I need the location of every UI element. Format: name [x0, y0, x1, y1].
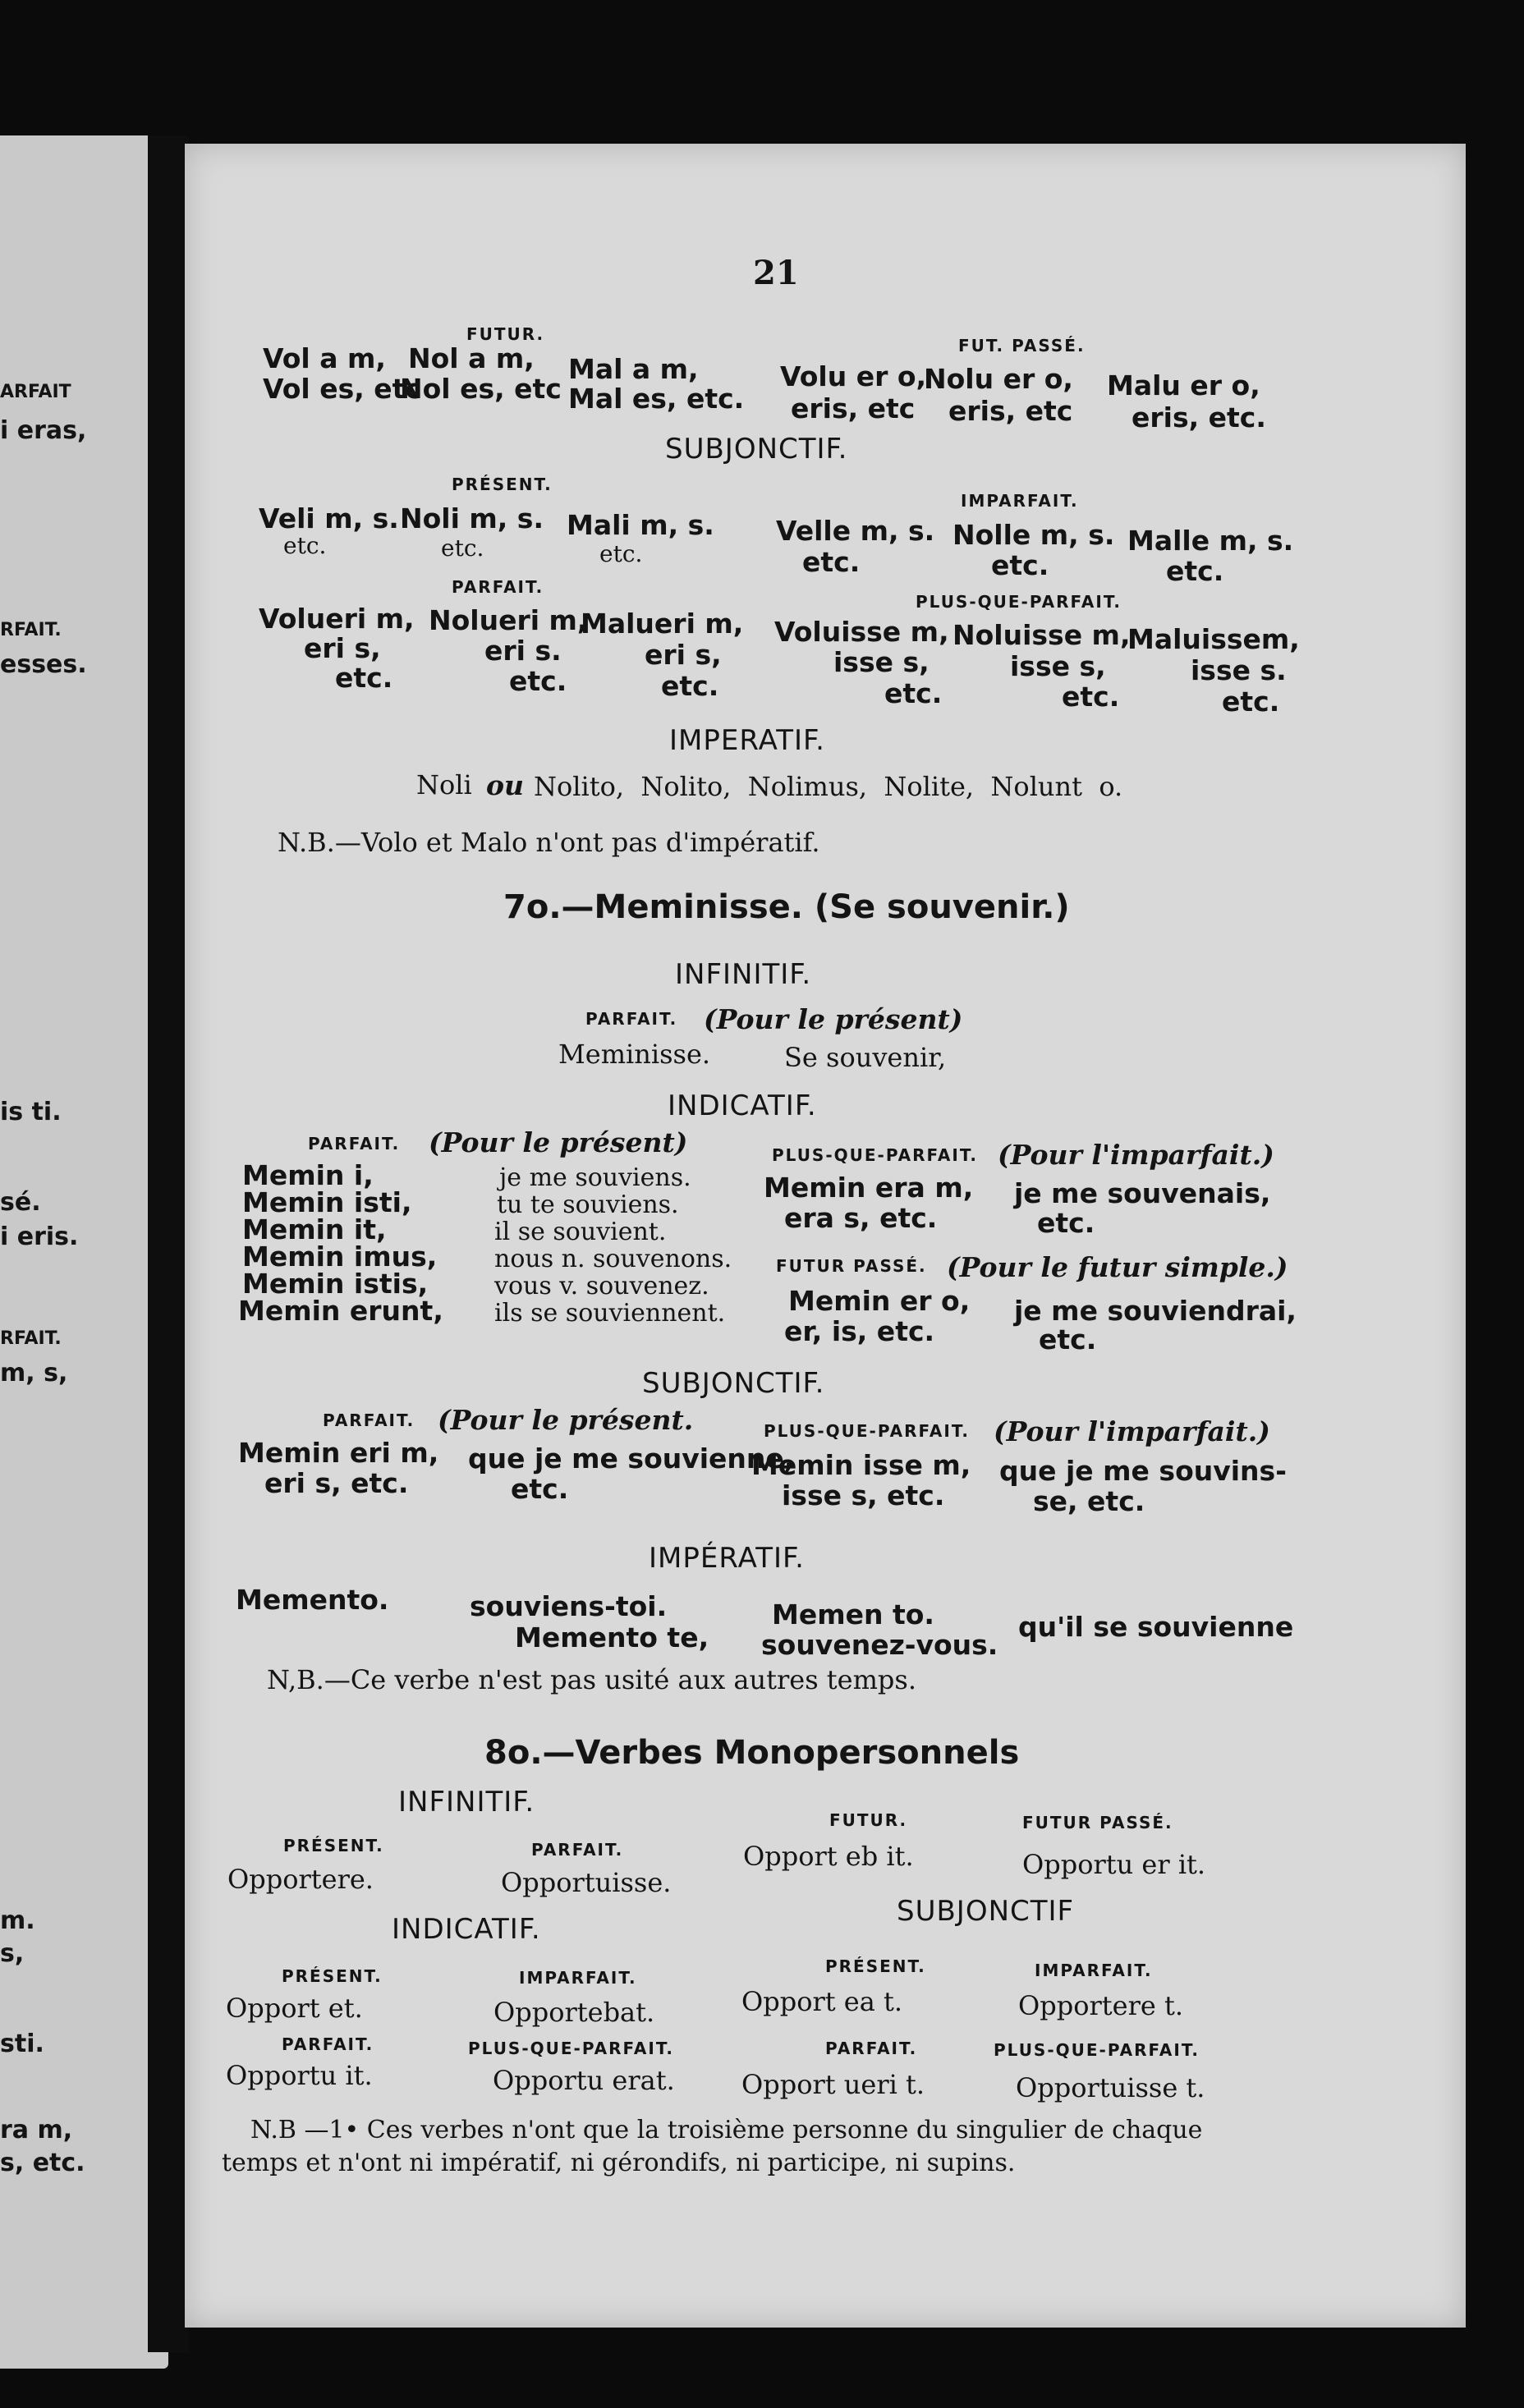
s7-ind-pqp-fr-1: je me souvenais,: [1014, 1177, 1271, 1209]
left-page-text: i eras,: [0, 416, 87, 445]
pqp-vol-2: isse s,: [833, 646, 930, 678]
parfait-mal-2: eri s,: [645, 639, 722, 671]
s7-ind-latin-1: Memin i,: [242, 1159, 374, 1191]
imperatif-forms: Nolito, Nolito, Nolimus, Nolite, Nolunt o.: [534, 771, 1123, 802]
s7-ind-pqp-latin-1: Memin era m,: [764, 1172, 974, 1204]
s7-subj-pqp-latin-2: isse s, etc.: [782, 1479, 945, 1511]
s8-subj-pqp-label: PLUS-QUE-PARFAIT.: [994, 2040, 1200, 2060]
s7-ind-fp-label: FUTUR PASSÉ.: [776, 1256, 927, 1276]
parfait-mal-3: etc.: [661, 670, 719, 702]
s7-nb: N,B.—Ce verbe n'est pas usité aux autres temps.: [267, 1664, 916, 1695]
book-gutter: [148, 135, 189, 2352]
s8-subj-pqp-value: Opportuisse t.: [1016, 2072, 1205, 2103]
s8-nb-line-2: temps et n'ont ni impératif, ni gérondifs, ni participe, ni supins.: [222, 2149, 1016, 2177]
left-page-text: sé.: [0, 1188, 41, 1217]
present-mal-2: etc.: [599, 540, 643, 567]
present-mal-1: Mali m, s.: [567, 509, 714, 541]
pqp-mal-3: etc.: [1222, 686, 1280, 718]
left-page-text: is ti.: [0, 1098, 62, 1126]
s8-inf-futur-label: FUTUR.: [829, 1810, 908, 1830]
s7-subjonctif-heading: SUBJONCTIF.: [642, 1367, 825, 1400]
present-vel-1: Veli m, s.: [259, 502, 399, 534]
fut-passe-vol-1: Volu er o,: [780, 360, 927, 392]
left-page-text: i eris.: [0, 1222, 79, 1251]
present-label: PRÉSENT.: [452, 475, 553, 494]
s8-subj-present-value: Opport ea t.: [741, 1986, 903, 2017]
section-8-heading: 8o.—Verbes Monopersonnels: [484, 1734, 1020, 1772]
s8-ind-present-label: PRÉSENT.: [282, 1966, 383, 1986]
fut-passe-mal-1: Malu er o,: [1107, 369, 1260, 401]
pqp-nol-1: Noluisse m,: [952, 619, 1131, 651]
left-page-text: RFAIT.: [0, 1328, 62, 1349]
s8-inf-futur-passe-value: Opportu er it.: [1022, 1849, 1206, 1880]
left-page-fragment: [0, 135, 168, 2369]
left-page-text: ARFAIT: [0, 382, 71, 402]
s8-ind-pqp-label: PLUS-QUE-PARFAIT.: [468, 2039, 675, 2058]
present-nol-1: Noli m, s.: [400, 502, 544, 534]
s7-imp-memen-to: Memen to.: [772, 1598, 934, 1631]
s8-subj-parfait-value: Opport ueri t.: [741, 2069, 925, 2100]
parfait-nol-3: etc.: [509, 665, 567, 697]
s7-imp-memento: Memento.: [236, 1584, 389, 1616]
s8-inf-parfait-label: PARFAIT.: [531, 1840, 624, 1860]
pqp-vol-3: etc.: [884, 677, 943, 709]
s7-subj-parfait-label: PARFAIT.: [323, 1410, 415, 1430]
s8-inf-present-label: PRÉSENT.: [283, 1836, 384, 1855]
s7-subj-pqp-fr-2: se, etc.: [1033, 1485, 1145, 1517]
s8-subj-parfait-label: PARFAIT.: [825, 2039, 918, 2058]
s8-subjonctif-heading: SUBJONCTIF: [897, 1895, 1075, 1928]
futur-mal-1: Mal a m,: [568, 353, 699, 385]
futur-vol-1: Vol a m,: [263, 342, 386, 374]
imperatif-heading: IMPERATIF.: [669, 724, 825, 757]
s7-ind-fr-1: je me souviens.: [499, 1163, 691, 1192]
left-page-text: s, etc.: [0, 2149, 85, 2177]
s7-subj-parfait-pour: (Pour le présent.: [438, 1404, 694, 1436]
s7-subj-pqp-latin-1: Memin isse m,: [751, 1449, 971, 1481]
s7-ind-fp-latin-2: er, is, etc.: [784, 1315, 935, 1347]
fut-passe-label: FUT. PASSÉ.: [958, 336, 1086, 355]
s7-indicatif-heading: INDICATIF.: [668, 1089, 817, 1122]
s8-inf-futur-passe-label: FUTUR PASSÉ.: [1022, 1813, 1173, 1832]
imparfait-label: IMPARFAIT.: [961, 491, 1079, 511]
pqp-label: PLUS-QUE-PARFAIT.: [916, 592, 1122, 612]
imparfait-vel-1: Velle m, s.: [776, 515, 935, 547]
imparfait-mal-1: Malle m, s.: [1127, 525, 1294, 557]
s8-nb-line-1: N.B —1• Ces verbes n'ont que la troisième personne du singulier de chaque: [250, 2116, 1203, 2144]
s7-ind-latin-6: Memin erunt,: [238, 1295, 443, 1327]
s7-subj-fr-1: que je me souvienne,: [468, 1443, 795, 1475]
pqp-nol-3: etc.: [1062, 681, 1120, 713]
s7-inf-latin: Meminisse.: [558, 1039, 711, 1070]
present-vel-2: etc.: [283, 532, 327, 559]
s8-ind-pqp-value: Opportu erat.: [493, 2065, 675, 2096]
fut-passe-vol-2: eris, etc: [791, 392, 916, 424]
nb-volo-malo: N.B.—Volo et Malo n'ont pas d'impératif.: [278, 827, 820, 858]
s7-ind-pqp-label: PLUS-QUE-PARFAIT.: [772, 1145, 979, 1165]
imparfait-nol-2: etc.: [991, 549, 1049, 581]
s7-imp-souvenez-vous: souvenez-vous.: [761, 1629, 998, 1661]
pqp-mal-2: isse s.: [1191, 654, 1287, 686]
s7-subj-latin-2: eri s, etc.: [264, 1467, 409, 1499]
s8-inf-futur-value: Opport eb it.: [743, 1841, 914, 1872]
page-number: 21: [753, 254, 799, 292]
left-page-text: RFAIT.: [0, 620, 62, 640]
imperatif-noli: Noli: [416, 769, 472, 800]
s7-ind-latin-3: Memin it,: [242, 1213, 387, 1245]
s7-ind-fp-fr-2: etc.: [1039, 1323, 1097, 1355]
futur-nol-2: Nol es, etc: [400, 373, 562, 405]
s7-subj-fr-2: etc.: [511, 1473, 569, 1505]
section-7-heading: 7o.—Meminisse. (Se souvenir.): [503, 888, 1070, 926]
s7-subj-pqp-fr-1: que je me souvins-: [999, 1455, 1287, 1487]
s8-ind-parfait-value: Opportu it.: [226, 2060, 373, 2091]
parfait-nol-2: eri s.: [484, 635, 562, 667]
s7-ind-parfait-label: PARFAIT.: [308, 1134, 401, 1154]
left-page-text: sti.: [0, 2030, 44, 2058]
imparfait-mal-2: etc.: [1166, 555, 1224, 587]
parfait-label: PARFAIT.: [452, 577, 544, 597]
s8-ind-parfait-label: PARFAIT.: [282, 2034, 374, 2054]
s7-ind-latin-4: Memin imus,: [242, 1241, 438, 1273]
pqp-mal-1: Maluissem,: [1127, 623, 1300, 655]
s7-ind-pqp-pour: (Pour l'imparfait.): [998, 1139, 1274, 1171]
left-page-text: m, s,: [0, 1359, 68, 1387]
s8-infinitif-heading: INFINITIF.: [398, 1786, 535, 1819]
s7-ind-latin-5: Memin istis,: [242, 1268, 429, 1300]
fut-passe-nol-1: Nolu er o,: [924, 363, 1073, 395]
present-nol-2: etc.: [441, 534, 484, 562]
subjonctif-heading: SUBJONCTIF.: [665, 433, 848, 466]
s8-ind-present-value: Opport et.: [226, 1993, 363, 2024]
s7-inf-fr: Se souvenir,: [784, 1042, 947, 1073]
s7-subj-pqp-pour: (Pour l'imparfait.): [994, 1415, 1270, 1447]
s7-ind-latin-2: Memin isti,: [242, 1186, 412, 1218]
fut-passe-nol-2: eris, etc: [948, 395, 1073, 427]
parfait-vol-3: etc.: [335, 662, 393, 694]
page-21: [185, 144, 1466, 2328]
s7-ind-fr-3: il se souvient.: [494, 1218, 667, 1246]
s7-ind-pqp-latin-2: era s, etc.: [784, 1202, 938, 1234]
s7-ind-fp-latin-1: Memin er o,: [788, 1285, 971, 1317]
imparfait-vel-2: etc.: [802, 546, 861, 578]
s7-ind-fr-6: ils se souviennent.: [494, 1299, 726, 1328]
pqp-vol-1: Voluisse m,: [774, 616, 949, 648]
fut-passe-mal-2: eris, etc.: [1132, 401, 1266, 433]
s8-subj-present-label: PRÉSENT.: [825, 1956, 926, 1976]
parfait-nol-1: Nolueri m,: [429, 604, 588, 636]
futur-nol-1: Nol a m,: [408, 342, 535, 374]
s7-infinitif-heading: INFINITIF.: [675, 958, 812, 991]
s8-subj-imparfait-value: Opportere t.: [1018, 1990, 1183, 2021]
futur-mal-2: Mal es, etc.: [568, 383, 745, 415]
left-page-text: ra m,: [0, 2116, 73, 2144]
s7-ind-fr-2: tu te souviens.: [497, 1190, 679, 1219]
left-page-text: esses.: [0, 650, 87, 679]
parfait-mal-1: Malueri m,: [581, 608, 744, 640]
s7-ind-fr-4: nous n. souvenons.: [494, 1245, 732, 1273]
s7-inf-pour: (Pour le présent): [704, 1003, 963, 1035]
s7-ind-pqp-fr-2: etc.: [1037, 1207, 1095, 1239]
s7-imp-memento-te: Memento te,: [515, 1621, 709, 1653]
futur-vol-2: Vol es, etc: [263, 373, 421, 405]
parfait-vol-1: Volueri m,: [259, 603, 415, 635]
s7-ind-fp-pour: (Pour le futur simple.): [947, 1251, 1288, 1283]
s8-indicatif-heading: INDICATIF.: [392, 1913, 541, 1946]
s7-imperatif-heading: IMPÉRATIF.: [649, 1542, 805, 1575]
s8-subj-imparfait-label: IMPARFAIT.: [1035, 1961, 1153, 1980]
parfait-vol-2: eri s,: [304, 632, 381, 664]
s8-ind-imparfait-label: IMPARFAIT.: [519, 1968, 637, 1988]
s8-inf-parfait-value: Opportuisse.: [501, 1867, 672, 1898]
imparfait-nol-1: Nolle m, s.: [952, 519, 1115, 551]
s7-imp-souviens-toi: souviens-toi.: [470, 1590, 668, 1622]
left-page-text: m.: [0, 1906, 35, 1935]
s7-imp-quil-se-souvienne: qu'il se souvienne: [1018, 1611, 1294, 1643]
s7-ind-parfait-pour: (Pour le présent): [429, 1126, 688, 1158]
left-page-text: s,: [0, 1939, 25, 1968]
s7-ind-fr-5: vous v. souvenez.: [494, 1272, 709, 1300]
s8-inf-present-value: Opportere.: [227, 1864, 374, 1895]
s7-subj-latin-1: Memin eri m,: [238, 1437, 439, 1469]
pqp-nol-2: isse s,: [1010, 650, 1106, 682]
s7-ind-fp-fr-1: je me souviendrai,: [1014, 1295, 1297, 1327]
s7-subj-pqp-label: PLUS-QUE-PARFAIT.: [764, 1421, 971, 1441]
s7-inf-parfait-label: PARFAIT.: [585, 1009, 678, 1029]
imperatif-ou: ou: [486, 769, 525, 801]
s8-ind-imparfait-value: Opportebat.: [493, 1997, 655, 2028]
futur-label: FUTUR.: [466, 324, 545, 344]
